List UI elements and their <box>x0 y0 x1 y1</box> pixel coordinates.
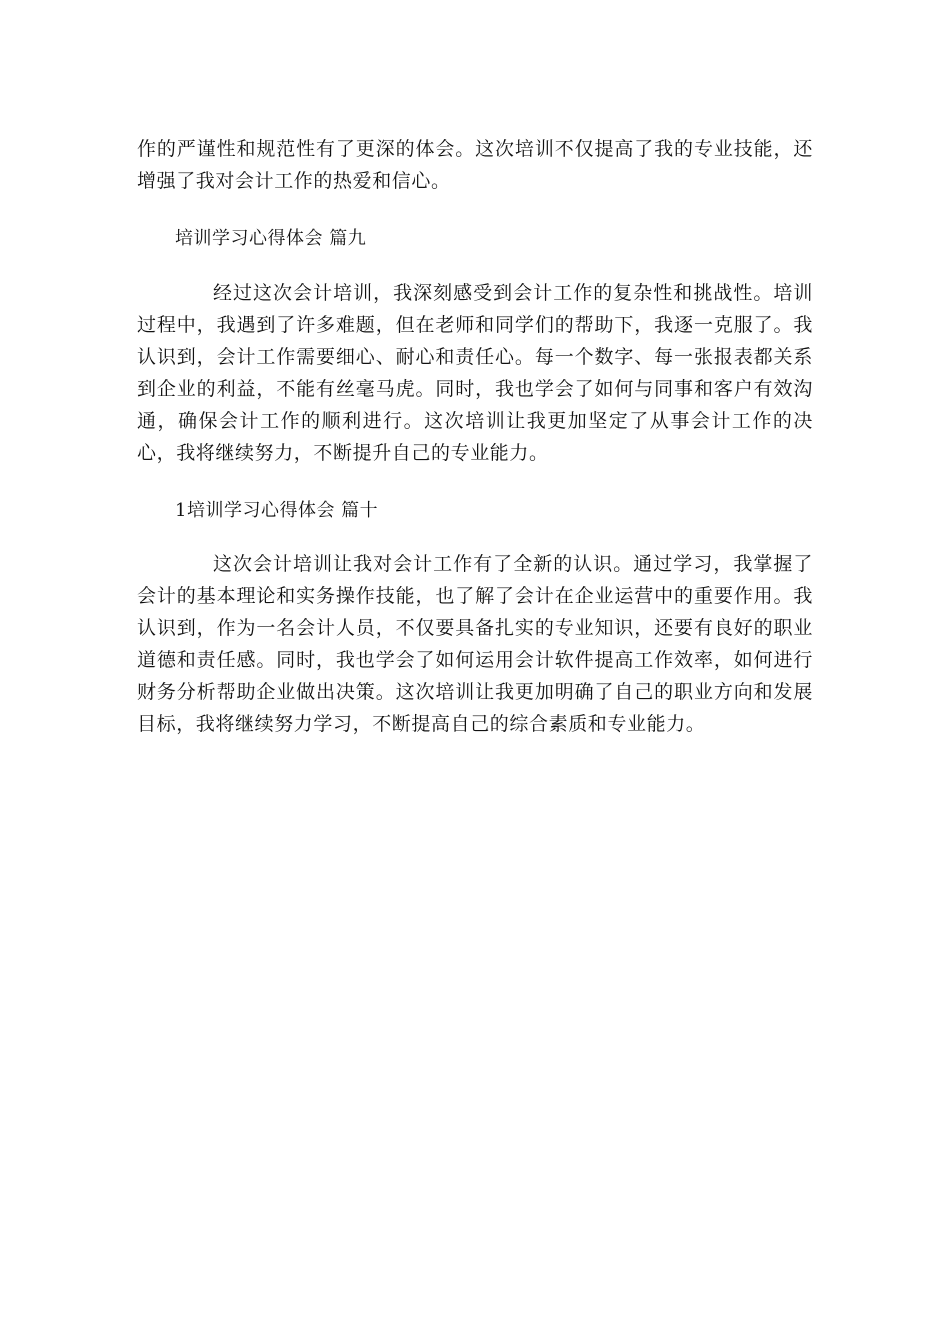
continuation-paragraph: 作的严谨性和规范性有了更深的体会。这次培训不仅提高了我的专业技能，还增强了我对会计工作的热爱和信心。 <box>137 138 813 192</box>
section-heading-9: 培训学习心得体会 篇九 <box>175 228 367 249</box>
section-body-9: 经过这次会计培训，我深刻感受到会计工作的复杂性和挑战性。培训过程中，我遇到了许多难题，但在老师和同学们的帮助下，我逐一克服了。我认识到，会计工作需要细心、耐心和责任心。每一个数字、每一张报表都关系到企业的利益，不能有丝毫马虎。同时，我也学会了如何与同事和客户有效沟通，确保会计工作的顺利进行。这次培训让我更加坚定了从事会计工作的决心，我将继续努力，不断提升自己的专业能力。 <box>137 282 813 464</box>
section-heading-10: 1培训学习心得体会 篇十 <box>175 500 379 521</box>
section-body-10: 这次会计培训让我对会计工作有了全新的认识。通过学习，我掌握了会计的基本理论和实务操作技能，也了解了会计在企业运营中的重要作用。我认识到，作为一名会计人员，不仅要具备扎实的专业知识，还要有良好的职业道德和责任感。同时，我也学会了如何运用会计软件提高工作效率，如何进行财务分析帮助企业做出决策。这次培训让我更加明确了自己的职业方向和发展目标，我将继续努力学习，不断提高自己的综合素质和专业能力。 <box>137 553 813 735</box>
